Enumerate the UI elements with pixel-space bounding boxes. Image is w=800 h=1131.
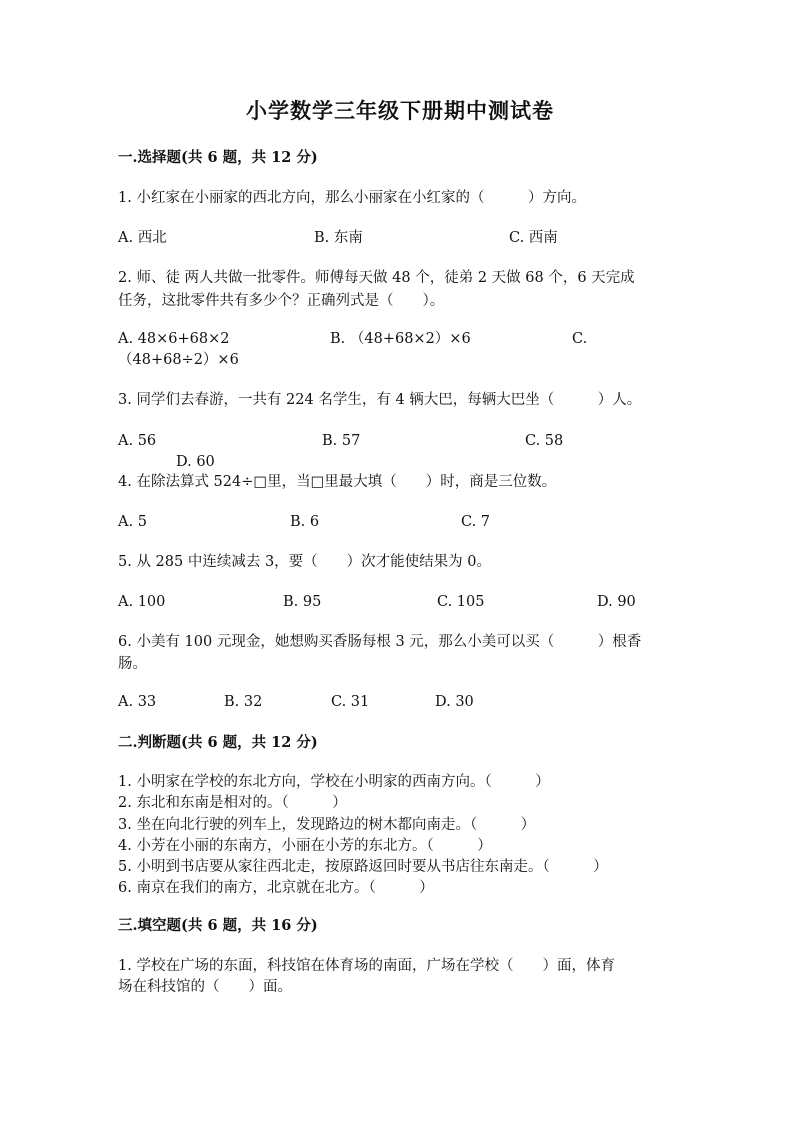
option-c: C. 7 <box>461 514 491 530</box>
option-a: A. 56 <box>118 433 157 449</box>
question-text: 2. 师、徒 两人共做一批零件。师傅每天做 48 个，徒弟 2 天做 68 个，6 天完成 <box>118 270 635 286</box>
judge-item: 1. 小明家在学校的东北方向，学校在小明家的西南方向。（ ） <box>118 774 550 790</box>
option-c: C. 58 <box>525 433 564 449</box>
option-b: B. 95 <box>283 594 322 610</box>
question-text: 1. 学校在广场的东面，科技馆在体育场的南面，广场在学校（ ）面，体育 <box>118 958 615 974</box>
page-title: 小学数学三年级下册期中测试卷 <box>246 98 554 123</box>
section-heading-judge: 二.判断题(共 6 题，共 12 分) <box>118 734 318 751</box>
judge-item: 4. 小芳在小丽的东南方，小丽在小芳的东北方。（ ） <box>118 838 492 854</box>
option-b: B. 6 <box>290 514 320 530</box>
option-b: B. 32 <box>224 694 263 710</box>
question-text: 任务，这批零件共有多少个？正确列式是（ ）。 <box>118 293 445 309</box>
judge-item: 2. 东北和东南是相对的。（ ） <box>118 795 347 811</box>
option-c: C. 31 <box>331 694 370 710</box>
judge-item: 5. 小明到书店要从家往西北走，按原路返回时要从书店往东南走。（ ） <box>118 859 608 875</box>
judge-item: 3. 坐在向北行驶的列车上，发现路边的树木都向南走。（ ） <box>118 817 536 833</box>
option-c: C. 西南 <box>509 230 558 246</box>
option-d: D. 60 <box>176 454 215 470</box>
question-text: 5. 从 285 中连续减去 3，要（ ）次才能使结果为 0。 <box>118 554 492 570</box>
section-heading-choice: 一.选择题(共 6 题，共 12 分) <box>118 149 318 166</box>
question-text: 场在科技馆的（ ）面。 <box>118 979 292 995</box>
option-c: C. 105 <box>437 594 485 610</box>
option-b: B. 57 <box>322 433 361 449</box>
judge-item: 6. 南京在我们的南方，北京就在北方。（ ） <box>118 880 434 896</box>
option-b: B. 东南 <box>314 230 363 246</box>
option-c: C. <box>572 331 588 347</box>
option-d: D. 30 <box>435 694 474 710</box>
option-a: A. 西北 <box>118 230 167 246</box>
question-text: 1. 小红家在小丽家的西北方向，那么小丽家在小红家的（ ）方向。 <box>118 190 586 206</box>
section-heading-fill: 三.填空题(共 6 题，共 16 分) <box>118 917 318 934</box>
option-d: D. 90 <box>597 594 636 610</box>
option-a: A. 5 <box>118 514 147 530</box>
question-text: 3. 同学们去春游，一共有 224 名学生，有 4 辆大巴，每辆大巴坐（ ）人。 <box>118 392 642 408</box>
option-c-text: （48+68÷2）×6 <box>118 352 239 368</box>
question-text: 6. 小美有 100 元现金，她想购买香肠每根 3 元，那么小美可以买（ ）根香 <box>118 634 642 650</box>
question-text: 肠。 <box>118 656 147 672</box>
option-a: A. 48×6+68×2 <box>118 331 230 347</box>
option-a: A. 100 <box>118 594 166 610</box>
option-a: A. 33 <box>118 694 157 710</box>
question-text: 4. 在除法算式 524÷□里，当□里最大填（ ）时，商是三位数。 <box>118 474 557 490</box>
option-b: B. （48+68×2）×6 <box>330 331 471 347</box>
